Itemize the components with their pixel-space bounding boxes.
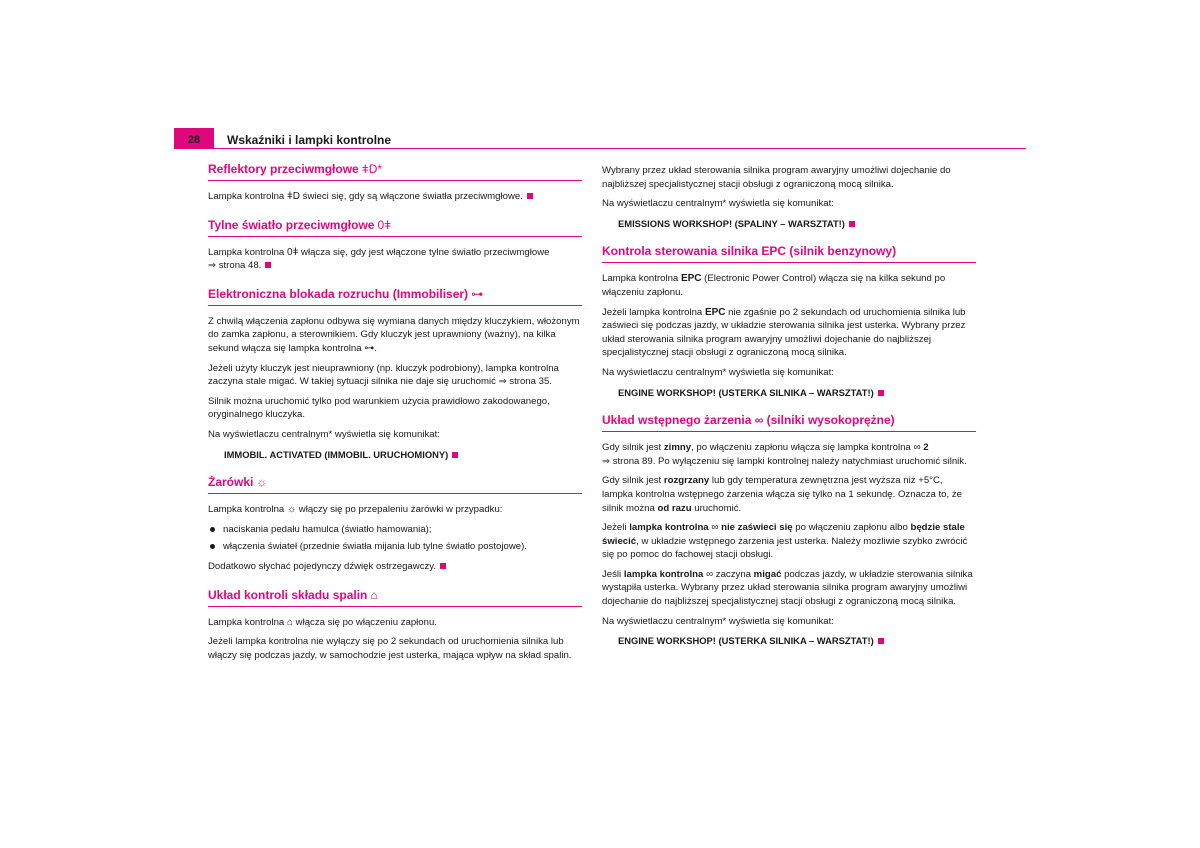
heading-text: (silnik benzynowy) (789, 244, 897, 259)
display-message (224, 448, 582, 462)
paragraph (602, 521, 976, 562)
paragraph (602, 474, 976, 515)
text: podczas jazdy, w układzie sterowania silnika wystąpiła usterka. Wybrany przez układ sterowania silnika program awaryjny umożliwi dojechanie do najbliższej specjalistycznej stacji obsługi z ograniczoną mocą silnika. (602, 568, 973, 608)
text: Gdy silnik jest (602, 475, 662, 487)
text: nie zgaśnie po 2 sekundach od uruchomienia silnika lub zaświeci się podczas jazdy, w układzie sterowania silnika jest usterka. Wybrany przez układ sterowania silnika program awaryjny umożliwi dojechanie do najbliższej specjalistycznej stacji obsługi z ograniczoną mocą silnika. (602, 306, 966, 359)
paragraph: Jeżeli lampka kontrolna nie wyłączy się po 2 sekundach od uruchomienia silnika lub włączy się podczas jazdy, w samochodzie jest usterka, mająca wpływ na skład spalin. (208, 636, 572, 661)
section-epc (602, 244, 976, 399)
epc-icon: EPC (680, 273, 702, 285)
text: , po włączeniu zapłonu włącza się lampka kontrolna (691, 442, 911, 454)
heading-text: Żarówki (208, 475, 254, 490)
text: świeci się, gdy są włączone światła przeciwmgłowe. (302, 191, 523, 202)
text: Jeśli (602, 568, 622, 580)
glow-plug-icon: ∞ (913, 442, 921, 454)
header-divider (174, 148, 1026, 149)
paragraph: Silnik można uruchomić tylko pod warunkiem użycia prawidłowo zakodowanego, oryginalnego kluczyka. (208, 395, 550, 421)
paragraph (602, 306, 976, 360)
paragraph (208, 560, 582, 574)
page-header (174, 128, 1026, 150)
text: Gdy silnik jest (602, 442, 662, 454)
section-end-marker (527, 193, 533, 199)
message-text: ENGINE WORKSHOP! (USTERKA SILNIKA – WARSZTAT!) (618, 635, 874, 647)
text: Lampka kontrolna (208, 504, 285, 516)
section-heading (602, 413, 976, 432)
emphasis: migać (753, 568, 782, 580)
paragraph: Jeżeli użyty kluczyk jest nieuprawniony (np. kluczyk podrobiony), lampka kontrolna zaczyna stale migać. W takiej sytuacji silnika nie daje się uruchomić ⇒ strona 35. (208, 362, 559, 388)
text: Jeżeli lampka kontrolna (602, 306, 703, 318)
text: zaczyna (715, 568, 751, 580)
epc-icon: EPC (704, 306, 726, 318)
paragraph (208, 616, 582, 630)
display-message (618, 217, 976, 231)
bulb-icon: ☼ (256, 475, 268, 490)
bullet-list (208, 523, 582, 554)
section-heading (208, 162, 582, 181)
heading-text: (silniki wysokoprężne) (766, 413, 895, 428)
message-text: ENGINE WORKSHOP! (USTERKA SILNIKA – WARSZTAT!) (618, 386, 874, 398)
emphasis: od razu (657, 502, 692, 514)
paragraph: Na wyświetlaczu centralnym* wyświetla się komunikat: (602, 366, 834, 378)
emphasis: lampka kontrolna (629, 522, 709, 534)
text: Z chwilą włączenia zapłonu odbywa się wymiana danych między kluczykiem, włożonym do zamka zapłonu, a sterownikiem. Gdy kluczyk jest uprawniony (ważny), na kilka sekund włącza się lampka kontrolna (208, 315, 580, 354)
text: włącza się, gdy jest włączone tylne światło przeciwmgłowe (301, 246, 550, 258)
text: Lampka kontrolna (602, 273, 679, 285)
rear-fog-light-icon: 0ǂ (286, 246, 299, 258)
message-text: EMISSIONS WORKSHOP! (SPALINY – WARSZTAT!) (618, 217, 845, 229)
front-fog-light-icon: ǂD (286, 191, 300, 202)
paragraph: Na wyświetlaczu centralnym* wyświetla się komunikat: (208, 428, 440, 440)
chapter-title: Wskaźniki i lampki kontrolne (227, 133, 392, 147)
paragraph (602, 568, 976, 609)
section-immobiliser (208, 287, 582, 461)
section-end-marker (849, 221, 855, 227)
heading-text: Elektroniczna blokada rozruchu (Immobiliser) (208, 286, 469, 301)
section-rear-fog (208, 218, 582, 273)
page-reference: ⇒ strona 48. (208, 260, 262, 272)
engine-icon: ⌂ (286, 616, 293, 628)
text: Jeżeli (602, 522, 627, 534)
list-item: włączenia świateł (przednie światła mijania lub tylne światło postojowe). (208, 540, 582, 554)
emphasis: lampka kontrolna (623, 568, 704, 580)
text: po włączeniu zapłonu albo (795, 522, 908, 534)
glow-plug-icon: ∞ (711, 522, 719, 534)
section-glow-plug (602, 413, 976, 648)
paragraph (208, 190, 582, 204)
paragraph (208, 503, 582, 517)
heading-text: Układ kontroli składu spalin (208, 587, 368, 602)
emphasis: nie zaświeci się (721, 522, 793, 534)
section-end-marker (452, 452, 458, 458)
paragraph (208, 315, 582, 356)
paragraph (208, 246, 582, 273)
section-emission-control (208, 588, 582, 663)
message-text: IMMOBIL. ACTIVATED (IMMOBIL. URUCHOMIONY) (224, 448, 449, 460)
section-bulbs (208, 475, 582, 573)
text: Lampka kontrolna (208, 191, 285, 202)
footnote-number: 2 (923, 442, 929, 454)
front-fog-light-icon: ǂD* (361, 162, 383, 176)
text: uruchomić. (694, 502, 742, 514)
display-message (618, 386, 976, 400)
text: włącza się po włączeniu zapłonu. (295, 616, 437, 628)
bulb-icon: ☼ (286, 504, 297, 516)
text: Lampka kontrolna (208, 616, 285, 628)
section-heading (208, 218, 582, 237)
section-emission-continued (602, 164, 976, 230)
section-end-marker (440, 563, 446, 569)
section-heading (208, 588, 582, 607)
text: Lampka kontrolna (208, 246, 285, 258)
heading-text: Reflektory przeciwmgłowe (208, 162, 359, 176)
section-end-marker (265, 262, 271, 268)
heading-text: Układ wstępnego żarzenia (602, 413, 752, 428)
section-heading (602, 244, 976, 263)
paragraph: Wybrany przez układ sterowania silnika program awaryjny umożliwi dojechanie do najbliższej specjalistycznej stacji obsługi z ograniczoną mocą silnika. (602, 165, 951, 190)
right-column (602, 164, 976, 662)
emphasis: zimny (663, 442, 692, 454)
text: włączy się po przepaleniu żarówki w przypadku: (298, 504, 503, 516)
heading-text: Kontrola sterowania silnika (602, 244, 759, 259)
paragraph: Na wyświetlaczu centralnym* wyświetla się komunikat: (602, 615, 834, 627)
list-item: naciskania pedału hamulca (światło hamowania); (208, 523, 582, 537)
section-heading (208, 287, 582, 306)
section-end-marker (878, 390, 884, 396)
heading-text: Tylne światło przeciwmgłowe (208, 217, 375, 232)
text: Dodatkowo słychać pojedynczy dźwięk ostrzegawczy. (208, 560, 437, 572)
text: lub gdy temperatura zewnętrzna jest wyższa niż +5°C, lampka kontrolna wstępnego żarzenia włącza się tylko na 1 sekundę. Oznacza to, że silnik można (602, 475, 962, 514)
paragraph (602, 441, 976, 468)
page-number: 28 (174, 128, 214, 149)
glow-plug-icon: ∞ (705, 568, 714, 580)
section-heading (208, 475, 582, 494)
left-column (208, 162, 582, 676)
paragraph: Na wyświetlaczu centralnym* wyświetla się komunikat: (602, 198, 834, 210)
display-message (618, 634, 976, 648)
engine-icon: ⌂ (370, 587, 378, 602)
epc-icon: EPC (761, 244, 787, 259)
paragraph (602, 272, 976, 299)
emphasis: będzie stale świecić (602, 522, 965, 547)
section-front-fog (208, 162, 582, 204)
text: ⇒ strona 89. Po wyłączeniu się lampki kontrolnej należy natychmiast uruchomić silnik. (602, 455, 967, 467)
rear-fog-light-icon: 0ǂ (377, 217, 392, 232)
text: , w układzie wstępnego żarzenia jest usterka. Należy możliwie szybko zwrócić się po pomoc do fachowej stacji obsługi. (602, 535, 968, 561)
emphasis: rozgrzany (663, 475, 710, 487)
section-end-marker (878, 638, 884, 644)
text: (Electronic Power Control) włącza się na kilka sekund po włączeniu zapłonu. (602, 273, 946, 298)
glow-plug-icon: ∞ (754, 413, 764, 428)
key-icon: ⊶ (471, 286, 484, 301)
key-icon: ⊶. (364, 342, 378, 354)
